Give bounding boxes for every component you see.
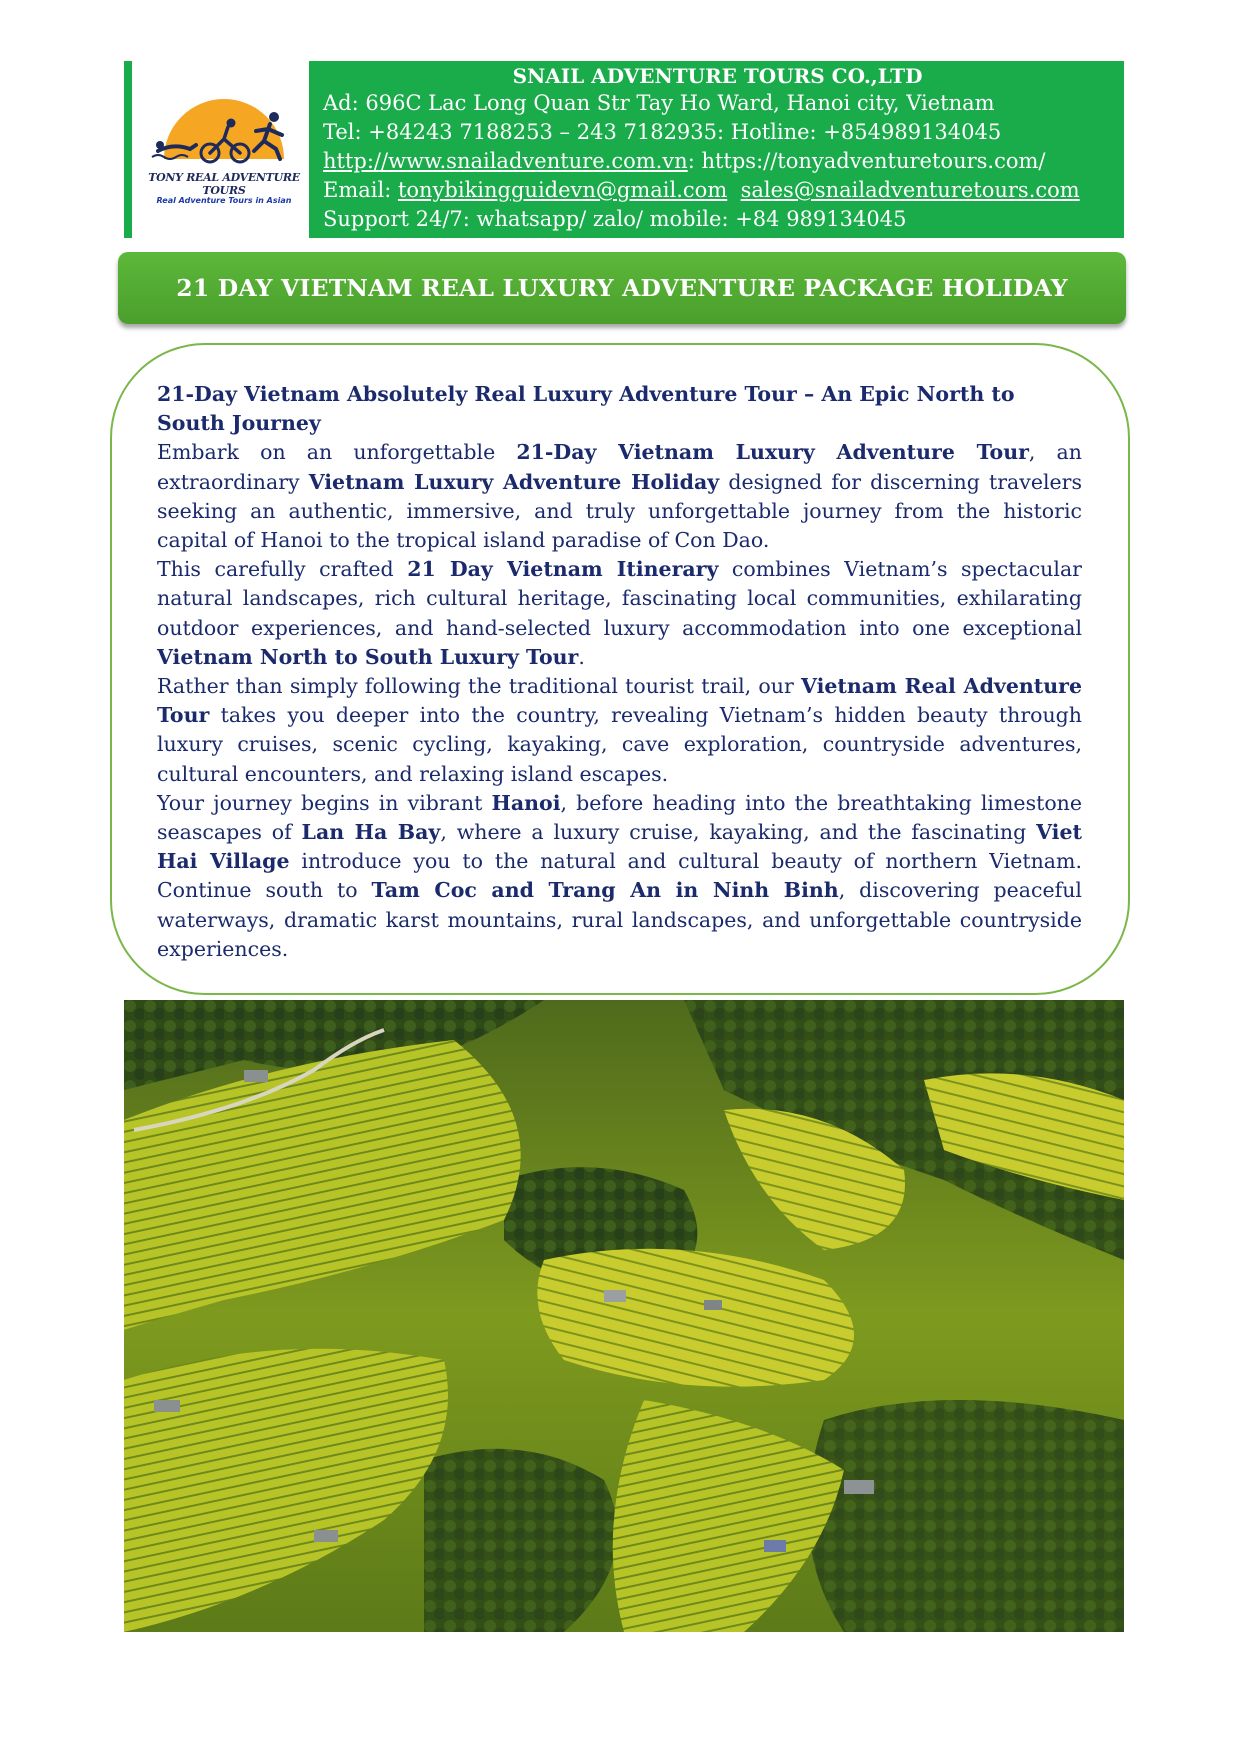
company-phone: Tel: +84243 7188253 – 243 7182935: Hotline: +854989134045 (323, 120, 1002, 144)
logo-tagline: Real Adventure Tours in Asian (156, 196, 292, 205)
intro-paragraph-1 (157, 438, 1082, 555)
company-websites (323, 147, 1112, 176)
p2-text-d: . (578, 644, 585, 669)
logo-brand-text: TONY REAL ADVENTURE TOURS (148, 171, 300, 197)
p4-bold-4: Tam Coc and Trang An in Ninh Binh (371, 878, 839, 903)
p3-text-a: Rather than simply following the traditional tourist trail, our (157, 674, 802, 699)
terraced-fields-image (124, 1000, 1124, 1632)
p1-text-a: Embark on an unforgettable (157, 440, 517, 465)
company-support: Support 24/7: whatsapp/ zalo/ mobile: +84 989134045 (323, 207, 907, 231)
p3-text-c: takes you deeper into the country, revealing Vietnam’s hidden beauty through luxury cruises, scenic cycling, kayaking, cave exploration, countryside adventures, cultural encounters, and relaxing island escapes. (157, 703, 1082, 786)
p1-bold-1: 21-Day Vietnam Luxury Adventure Tour (516, 440, 1029, 465)
email-label: Email: (323, 178, 398, 202)
intro-paragraph-4 (157, 789, 1082, 964)
email-link-tony[interactable]: tonybikingguidevn@gmail.com (397, 178, 728, 202)
company-logo (124, 61, 309, 238)
p4-text-d: , where a luxury cruise, kayaking, and the fascinating (440, 820, 1037, 845)
intro-paragraph-3 (157, 672, 1082, 789)
p4-text-a: Your journey begins in vibrant (157, 790, 492, 815)
company-contact-block (309, 61, 1124, 238)
page-title: 21 DAY VIETNAM REAL LUXURY ADVENTURE PACKAGE HOLIDAY (176, 274, 1068, 302)
p2-text-c: combines Vietnam’s spectacular natural landscapes, rich cultural heritage, fascinating local communities, exhilarating outdoor experiences, and hand-selected luxury accommodation into one exceptional (157, 557, 1082, 640)
website-link-snail[interactable]: http://www.snailadventure.com.vn (323, 149, 688, 173)
p1-bold-2: Vietnam Luxury Adventure Holiday (308, 469, 720, 494)
company-name: SNAIL ADVENTURE TOURS CO.,LTD (512, 64, 923, 88)
intro-heading: 21-Day Vietnam Absolutely Real Luxury Adventure Tour – An Epic North to South Journey (157, 382, 1015, 436)
p1-text-c: , an extraordinary (157, 440, 1082, 494)
email-spacer (727, 178, 740, 202)
intro-content (157, 380, 1082, 964)
logo-sun-athletes-icon (138, 79, 310, 174)
website-text-tony: : https://tonyadventuretours.com/ (687, 149, 1046, 173)
intro-paragraph-2 (157, 555, 1082, 672)
company-emails (323, 176, 1112, 205)
p4-bold-3: Viet Hai Village (157, 820, 1082, 874)
p4-bold-2: Lan Ha Bay (301, 820, 441, 845)
email-link-sales[interactable]: sales@snailadventuretours.com (740, 178, 1080, 202)
rice-terraces-photo (124, 1000, 1124, 1632)
p4-text-e: introduce you to the natural and cultural beauty of northern Vietnam. Continue south to (157, 849, 1082, 903)
p2-bold-1: 21 Day Vietnam Itinerary (407, 557, 719, 582)
p3-bold-1: Vietnam Real Adventure Tour (157, 674, 1082, 728)
p4-text-c: , before heading into the breathtaking limestone seascapes of (157, 790, 1082, 845)
p4-bold-1: Hanoi (491, 790, 561, 815)
title-banner (118, 252, 1126, 324)
p2-bold-2: Vietnam North to South Luxury Tour (157, 644, 579, 669)
p2-text-a: This carefully crafted (157, 557, 408, 582)
p4-text-f: , discovering peaceful waterways, dramatic karst mountains, rural landscapes, and unforgettable countryside experiences. (157, 878, 1082, 961)
p1-text-d: designed for discerning travelers seeking an authentic, immersive, and truly unforgettable journey from the historic capital of Hanoi to the tropical island paradise of Con Dao. (157, 469, 1082, 553)
company-address: Ad: 696C Lac Long Quan Str Tay Ho Ward, Hanoi city, Vietnam (323, 91, 995, 115)
letterhead (124, 61, 1124, 238)
